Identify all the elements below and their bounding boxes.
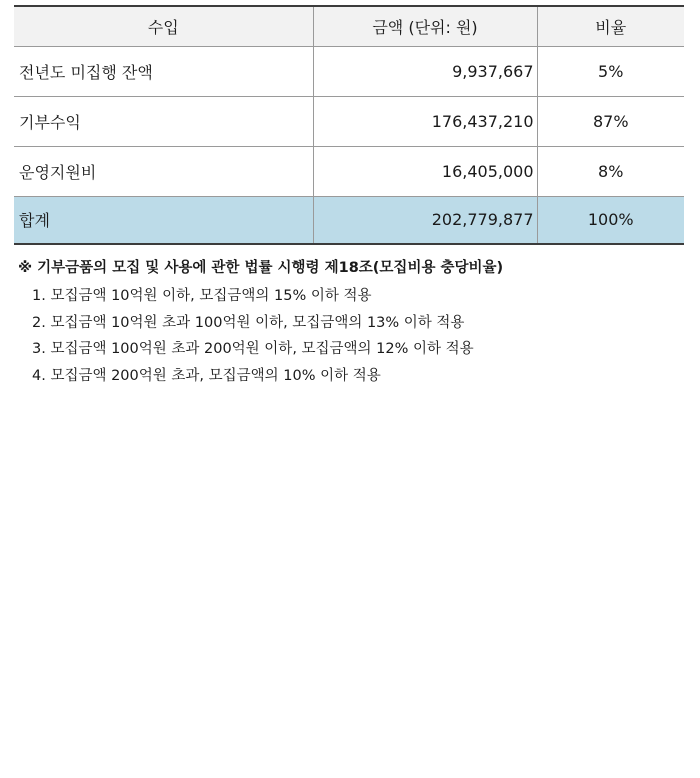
row-label: 전년도 미집행 잔액 (14, 46, 313, 96)
total-ratio: 100% (537, 196, 684, 244)
row-ratio: 87% (537, 96, 684, 146)
note-item: 4. 모집금액 200억원 초과, 모집금액의 10% 이하 적용 (32, 367, 381, 384)
table-header-row (14, 6, 684, 46)
income-table-container (14, 5, 684, 245)
row-ratio: 5% (537, 46, 684, 96)
legal-notes (18, 257, 688, 389)
row-label: 운영지원비 (14, 146, 313, 196)
row-amount: 16,405,000 (313, 146, 537, 196)
row-amount: 176,437,210 (313, 96, 537, 146)
note-item: 1. 모집금액 10억원 이하, 모집금액의 15% 이하 적용 (32, 288, 372, 304)
table-row (14, 46, 684, 96)
row-ratio: 8% (537, 146, 684, 196)
header-ratio: 비율 (537, 6, 684, 46)
row-label: 기부수익 (14, 96, 313, 146)
table-row (14, 146, 684, 196)
income-table (14, 5, 684, 245)
table-row (14, 96, 684, 146)
total-amount: 202,779,877 (313, 196, 537, 244)
header-amount: 금액 (단위: 원) (313, 6, 537, 46)
note-item: 3. 모집금액 100억원 초과 200억원 이하, 모집금액의 12% 이하 적용 (32, 341, 474, 357)
header-income: 수입 (14, 6, 313, 46)
total-row (14, 196, 684, 244)
notes-title: ※ 기부금품의 모집 및 사용에 관한 법률 시행령 제18조(모집비용 충당비율) (18, 260, 504, 276)
total-label: 합계 (14, 196, 313, 244)
note-item: 2. 모집금액 10억원 초과 100억원 이하, 모집금액의 13% 이하 적용 (32, 314, 465, 331)
row-amount: 9,937,667 (313, 46, 537, 96)
